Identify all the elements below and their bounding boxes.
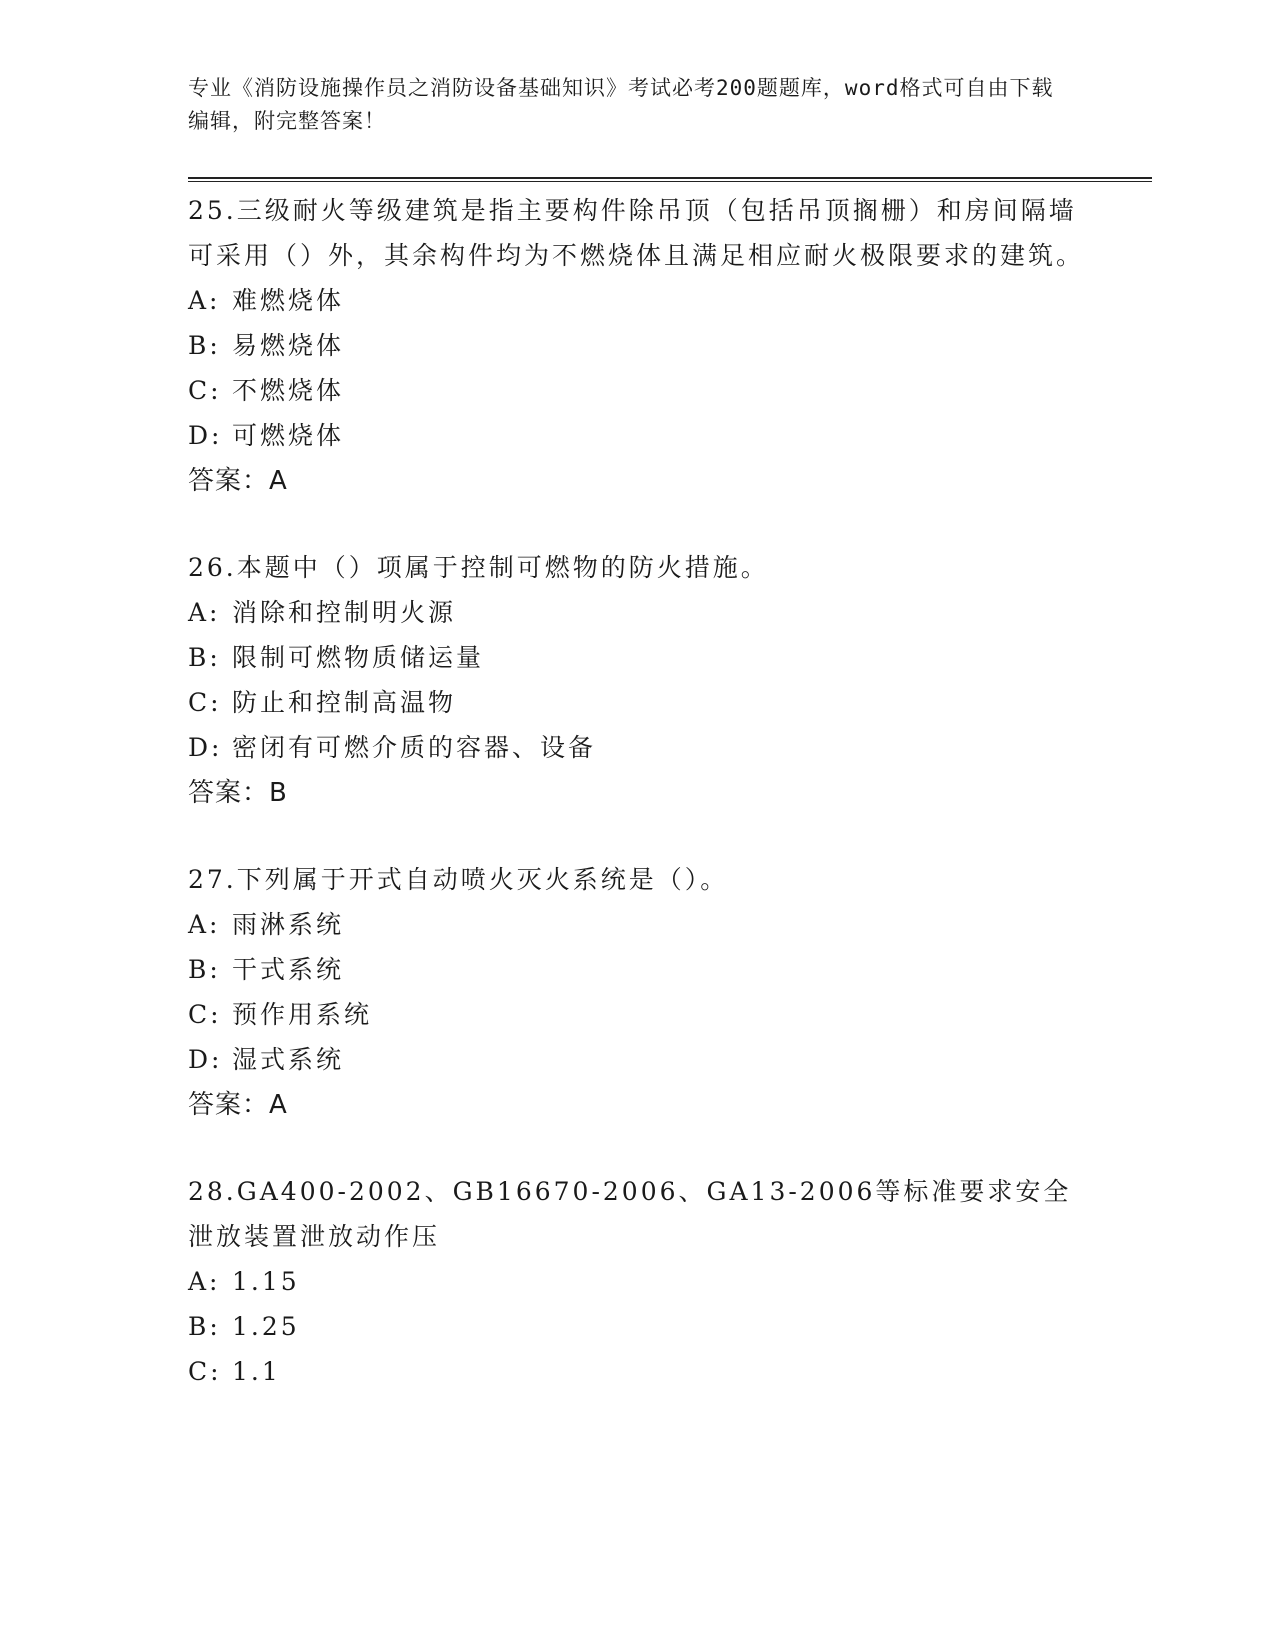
option-text: 湿式系统 bbox=[232, 1045, 345, 1074]
question-text bbox=[188, 188, 1088, 278]
option-text: 1.15 bbox=[232, 1267, 300, 1296]
option-text: 1.1 bbox=[232, 1357, 281, 1386]
answer-value: B bbox=[269, 778, 288, 808]
option-b bbox=[188, 947, 1088, 992]
question-27 bbox=[188, 857, 1088, 1129]
option-b bbox=[188, 323, 1088, 368]
answer-line bbox=[188, 770, 1088, 817]
option-c bbox=[188, 992, 1088, 1037]
option-text: 消除和控制明火源 bbox=[232, 598, 457, 627]
question-stem: 三级耐火等级建筑是指主要构件除吊顶（包括吊顶搁栅）和房间隔墙可采用（）外，其余构件均为不燃烧体且满足相应耐火极限要求的建筑。 bbox=[188, 196, 1085, 270]
option-letter: D: bbox=[188, 733, 223, 762]
option-b bbox=[188, 1304, 1088, 1349]
option-d bbox=[188, 413, 1088, 458]
question-28 bbox=[188, 1169, 1088, 1394]
option-c bbox=[188, 680, 1088, 725]
option-text: 难燃烧体 bbox=[232, 286, 345, 315]
option-text: 限制可燃物质储运量 bbox=[232, 643, 485, 672]
document-header bbox=[188, 72, 1068, 138]
question-25 bbox=[188, 188, 1088, 505]
option-letter: B: bbox=[188, 331, 221, 360]
answer-label: 答案： bbox=[188, 466, 270, 496]
question-text bbox=[188, 857, 1088, 902]
option-c bbox=[188, 368, 1088, 413]
question-text bbox=[188, 1169, 1088, 1259]
option-letter: C: bbox=[188, 376, 222, 405]
option-letter: A: bbox=[188, 286, 221, 315]
option-a bbox=[188, 1259, 1088, 1304]
answer-value: A bbox=[269, 466, 288, 496]
question-26 bbox=[188, 545, 1088, 817]
answer-label: 答案： bbox=[188, 1090, 270, 1120]
option-b bbox=[188, 635, 1088, 680]
option-letter: A: bbox=[188, 910, 221, 939]
option-text: 预作用系统 bbox=[232, 1000, 373, 1029]
option-text: 雨淋系统 bbox=[232, 910, 345, 939]
option-letter: B: bbox=[188, 955, 221, 984]
option-d bbox=[188, 1037, 1088, 1082]
option-text: 不燃烧体 bbox=[232, 376, 345, 405]
header-divider bbox=[188, 177, 1152, 182]
option-c bbox=[188, 1349, 1088, 1394]
option-letter: C: bbox=[188, 1000, 222, 1029]
answer-line bbox=[188, 1082, 1088, 1129]
question-text bbox=[188, 545, 1088, 590]
option-text: 防止和控制高温物 bbox=[232, 688, 457, 717]
question-stem: 本题中（）项属于控制可燃物的防火措施。 bbox=[236, 553, 769, 582]
answer-line bbox=[188, 458, 1088, 505]
option-letter: B: bbox=[188, 643, 221, 672]
option-text: 密闭有可燃介质的容器、设备 bbox=[232, 733, 597, 762]
option-d bbox=[188, 725, 1088, 770]
header-text: 专业《消防设施操作员之消防设备基础知识》考试必考200题题库，word格式可自由下载编辑，附完整答案！ bbox=[188, 76, 1054, 133]
question-number: 27. bbox=[188, 865, 237, 894]
answer-label: 答案： bbox=[188, 778, 270, 808]
option-letter: D: bbox=[188, 1045, 223, 1074]
option-letter: C: bbox=[188, 1357, 222, 1386]
option-letter: B: bbox=[188, 1312, 221, 1341]
option-text: 干式系统 bbox=[232, 955, 345, 984]
option-text: 可燃烧体 bbox=[232, 421, 345, 450]
option-letter: A: bbox=[188, 598, 221, 627]
option-a bbox=[188, 902, 1088, 947]
question-stem: 下列属于开式自动喷火灭火系统是（）。 bbox=[236, 865, 729, 894]
option-a bbox=[188, 590, 1088, 635]
option-letter: A: bbox=[188, 1267, 221, 1296]
option-text: 1.25 bbox=[232, 1312, 300, 1341]
option-a bbox=[188, 278, 1088, 323]
option-letter: D: bbox=[188, 421, 223, 450]
question-number: 25. bbox=[188, 196, 237, 225]
question-list bbox=[188, 188, 1088, 1434]
answer-value: A bbox=[269, 1090, 288, 1120]
option-letter: C: bbox=[188, 688, 222, 717]
question-number: 26. bbox=[188, 553, 237, 582]
question-stem: GA400-2002、GB16670-2006、GA13-2006等标准要求安全泄放装置泄放动作压 bbox=[188, 1177, 1072, 1251]
option-text: 易燃烧体 bbox=[232, 331, 345, 360]
question-number: 28. bbox=[188, 1177, 237, 1206]
